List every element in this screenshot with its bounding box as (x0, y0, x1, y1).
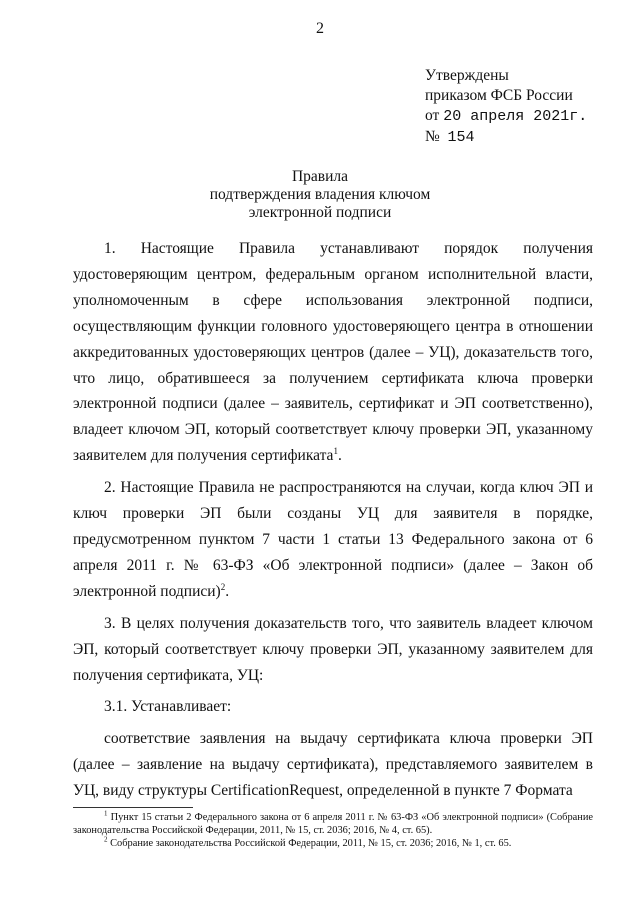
footnote-ref-2: 2 (220, 581, 226, 592)
title-line-3: электронной подписи (248, 204, 392, 221)
approval-number: 154 (447, 129, 475, 146)
footnote-1 (73, 811, 593, 837)
paragraph-2-text: 2. Настоящие Правила не распространяются на случаи, когда ключ ЭП и ключ проверки ЭП были созданы УЦ для заявителя в порядке, предусмотренном пунктом 7 части 1 статьи 13 Федерального закона от 6 апреля 2011 г. № 63-ФЗ «Об электронной подписи» (далее – Закон об электронной подписи) (73, 479, 593, 600)
document-title (0, 168, 640, 222)
approval-block (425, 66, 587, 148)
footnote-divider (73, 807, 193, 808)
paragraph-1-end: . (337, 447, 342, 465)
footnote-1-text: Пункт 15 статьи 2 Федерального закона от 6 апреля 2011 г. № 63-ФЗ «Об электронной подписи» (Собрание законодательства Российской Федерации, 2011, № 15, ст. 2036; 2016, № 4, ст. 65). (73, 812, 593, 836)
approval-date-line (425, 106, 587, 127)
footnote-2-mark: 2 (104, 835, 108, 844)
approval-line: Утверждены (425, 67, 509, 84)
document-body (73, 236, 593, 804)
page-number: 2 (316, 20, 324, 37)
title-line-1: Правила (291, 168, 349, 185)
approval-date-prefix: от (425, 107, 440, 124)
approval-order-line: приказом ФСБ России (425, 87, 573, 104)
footnote-2 (73, 837, 593, 850)
paragraph-2 (73, 475, 593, 605)
paragraph-1-text: 1. Настоящие Правила устанавливают порядок получения удостоверяющим центром, федеральным органом исполнительной власти, уполномоченным в сфере использования электронной подписи, осуществляющим функции головного удостоверяющего центра в отношении аккредитованных удостоверяющих центров (далее – УЦ), доказательств того, что лицо, обратившееся за получением сертификата ключа проверки электронной подписи (далее – заявитель, сертификат и ЭП соответственно), владеет ключом ЭП, который соответствует ключу проверки ЭП, указанному заявителем для получения сертификата (73, 240, 593, 465)
paragraph-3-1: 3.1. Устанавливает: (104, 698, 232, 716)
footnote-2-text: Собрание законодательства Российской Федерации, 2011, № 15, ст. 2036; 2016, № 1, ст. 65. (110, 838, 512, 849)
paragraph-2-end: . (225, 582, 230, 600)
footnotes (73, 811, 593, 850)
approval-date: 20 апреля 2021г. (443, 108, 588, 125)
approval-number-line (425, 127, 587, 148)
paragraph-1 (73, 236, 593, 469)
paragraph-3: 3. В целях получения доказательств того, что заявитель владеет ключом ЭП, который соответствует ключу проверки ЭП, указанному заявителем для получения сертификата, УЦ: (73, 614, 593, 684)
paragraph-3-1-text: соответствие заявления на выдачу сертификата ключа проверки ЭП (далее – заявление на выдачу сертификата), представляемого заявителем в УЦ, виду структуры CertificationRequest, определенной в пункте 7 Формата (73, 730, 593, 800)
title-line-2: подтверждения владения ключом (209, 186, 431, 203)
footnote-1-mark: 1 (104, 809, 108, 818)
footnote-ref-1: 1 (333, 446, 338, 457)
approval-number-prefix: № (425, 128, 440, 145)
